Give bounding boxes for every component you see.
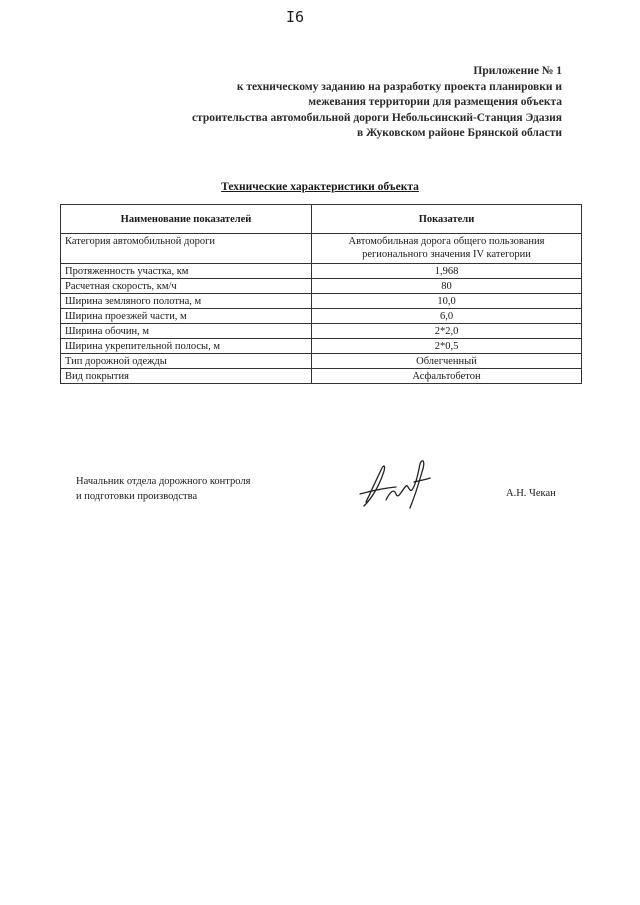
column-header-value: Показатели: [312, 205, 582, 234]
table-row: [61, 324, 582, 339]
row-name: Ширина проезжей части, м: [61, 309, 312, 324]
row-value: 6,0: [312, 309, 582, 324]
row-name: Ширина укрепительной полосы, м: [61, 339, 312, 354]
table-row: [61, 339, 582, 354]
row-name: Ширина обочин, м: [61, 324, 312, 339]
column-header-name: Наименование показателей: [61, 205, 312, 234]
table-header-row: [61, 205, 582, 234]
handwritten-signature: [356, 454, 436, 514]
row-value: Автомобильная дорога общего пользования регионального значения IV категории: [312, 234, 582, 264]
appendix-header: [192, 64, 562, 142]
appendix-line: к техническому заданию на разработку проекта планировки и: [236, 80, 562, 93]
appendix-line: Приложение № 1: [473, 65, 562, 77]
row-value: 10,0: [312, 294, 582, 309]
table-title: Технические характеристики объекта: [221, 181, 419, 193]
table-row: [61, 309, 582, 324]
signer-position-line: Начальник отдела дорожного контроля: [76, 476, 251, 487]
table-row: [61, 279, 582, 294]
table-row: [61, 294, 582, 309]
table-row: [61, 234, 582, 264]
row-value: 2*2,0: [312, 324, 582, 339]
signer-position: [76, 474, 250, 504]
row-value: 80: [312, 279, 582, 294]
page-number: I6: [285, 8, 305, 26]
table-row: [61, 369, 582, 384]
row-value: Облегченный: [312, 354, 582, 369]
row-name: Категория автомобильной дороги: [61, 234, 312, 264]
signer-position-line: и подготовки производства: [76, 491, 198, 502]
row-value: Асфальтобетон: [312, 369, 582, 384]
characteristics-table: [60, 204, 582, 384]
row-value: 1,968: [312, 264, 582, 279]
row-name: Протяженность участка, км: [61, 264, 312, 279]
appendix-line: строительства автомобильной дороги Небольсинский-Станция Эдазия: [191, 111, 562, 124]
appendix-line: межевания территории для размещения объекта: [308, 96, 562, 108]
row-name: Ширина земляного полотна, м: [61, 294, 312, 309]
row-name: Расчетная скорость, км/ч: [61, 279, 312, 294]
table-row: [61, 264, 582, 279]
table-row: [61, 354, 582, 369]
row-value: 2*0,5: [312, 339, 582, 354]
appendix-line: в Жуковском районе Брянской области: [356, 127, 562, 139]
signer-name: А.Н. Чекан: [506, 488, 556, 499]
row-name: Тип дорожной одежды: [61, 354, 312, 369]
row-name: Вид покрытия: [61, 369, 312, 384]
